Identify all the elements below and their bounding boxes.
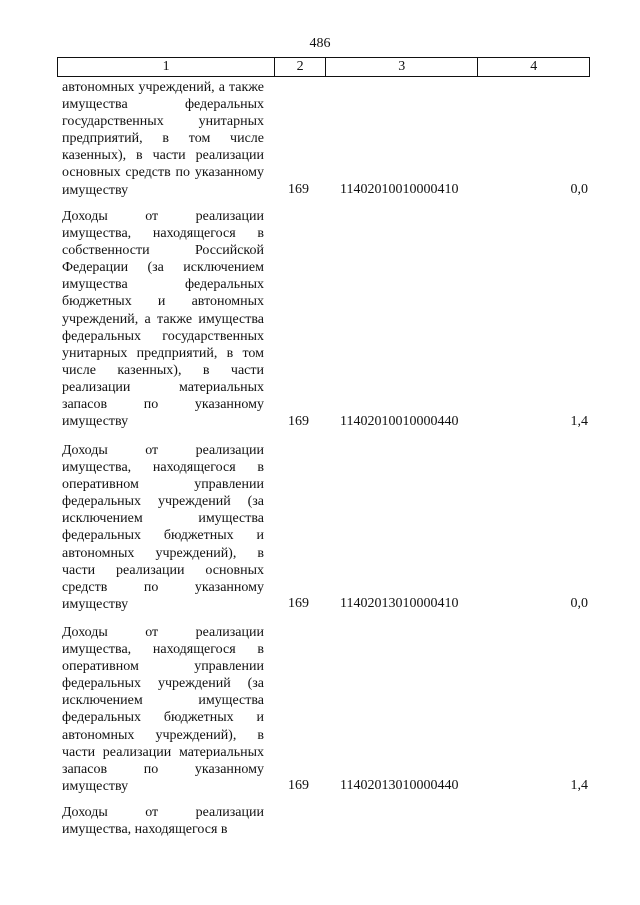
row-kbk-code: 11402010010000410: [340, 182, 459, 197]
row-admin-code: 169: [288, 596, 309, 611]
row-value: 1,4: [570, 414, 588, 429]
column-header-2: 2: [275, 58, 326, 76]
row-description: Доходы от реализации имущества, находящегося в оперативном управлении федеральных учреждений (за исключением имущества федеральных бюджетных и автономных учреждений), в части реализации основных средств по указанному имуществу: [62, 443, 264, 612]
row-value: 1,4: [570, 778, 588, 793]
column-header-1: 1: [58, 58, 275, 76]
row-description: Доходы от реализации имущества, находящегося в собственности Российской Федерации (за исключением имущества федеральных бюджетных и автономных учреждений, а также имущества федеральных государственных унитарных предприятий, в том числе казенных), в части реализации материальных запасов по указанному имуществу: [62, 209, 264, 430]
page-number: 486: [309, 36, 331, 51]
row-kbk-code: 11402010010000440: [340, 414, 459, 429]
row-admin-code: 169: [288, 414, 309, 429]
row-description: Доходы от реализации имущества, находящегося в: [62, 805, 264, 838]
row-admin-code: 169: [288, 778, 309, 793]
row-admin-code: 169: [288, 182, 309, 197]
table-header-row: [57, 57, 590, 77]
row-description: автономных учреждений, а также имущества федеральных государственных унитарных предприятий, в том числе казенных), в части реализации основных средств по указанному имуществу: [62, 80, 264, 198]
column-header-4: 4: [530, 59, 538, 74]
row-kbk-code: 11402013010000410: [340, 596, 459, 611]
row-kbk-code: 11402013010000440: [340, 778, 459, 793]
row-description: Доходы от реализации имущества, находящегося в оперативном управлении федеральных учреждений (за исключением имущества федеральных бюджетных и автономных учреждений), в части реализации материальных запасов по указанному имуществу: [62, 625, 264, 794]
column-header-3: 3: [326, 58, 478, 76]
row-value: 0,0: [570, 182, 588, 197]
row-value: 0,0: [570, 596, 588, 611]
